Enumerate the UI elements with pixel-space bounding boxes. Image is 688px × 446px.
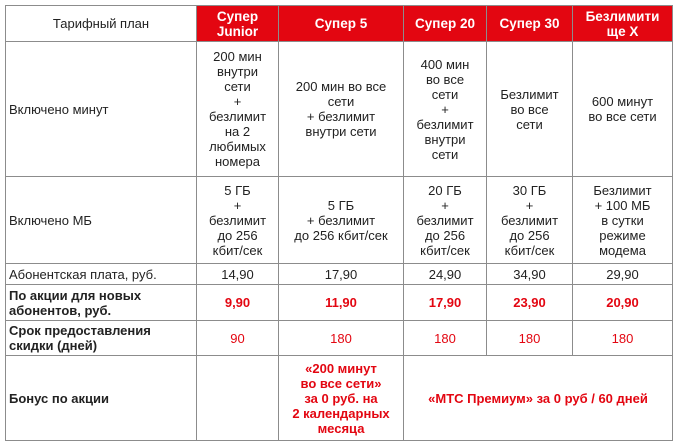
minutes-super-5: 200 мин во все сети + безлимит внутри сети xyxy=(279,42,404,177)
plan-super-junior-header: Супер Junior xyxy=(197,6,279,42)
minutes-row xyxy=(6,42,673,177)
fee-super-5: 17,90 xyxy=(279,264,404,285)
discount-term-super-5: 180 xyxy=(279,321,404,356)
discount-term-label: Срок предоставления скидки (дней) xyxy=(6,321,197,356)
bonus-mts-premium: «МТС Премиум» за 0 руб / 60 дней xyxy=(404,356,673,441)
discount-term-super-30: 180 xyxy=(487,321,573,356)
plan-super-30-header: Супер 30 xyxy=(487,6,573,42)
plan-bezlimitische-x-header: Безлимити ще X xyxy=(573,6,673,42)
plan-super-20-header: Супер 20 xyxy=(404,6,487,42)
promo-super-30: 23,90 xyxy=(487,285,573,321)
promo-super-5: 11,90 xyxy=(279,285,404,321)
mb-super-5: 5 ГБ + безлимит до 256 кбит/сек xyxy=(279,177,404,264)
minutes-super-junior: 200 мин внутри сети + безлимит на 2 любимых номера xyxy=(197,42,279,177)
promo-super-20: 17,90 xyxy=(404,285,487,321)
plan-super-5-header: Супер 5 xyxy=(279,6,404,42)
fee-label: Абонентская плата, руб. xyxy=(6,264,197,285)
fee-super-20: 24,90 xyxy=(404,264,487,285)
mb-super-20: 20 ГБ + безлимит до 256 кбит/сек xyxy=(404,177,487,264)
discount-term-super-20: 180 xyxy=(404,321,487,356)
mb-row xyxy=(6,177,673,264)
tariff-comparison-table xyxy=(5,5,673,441)
bonus-super-5: «200 минут во все сети» за 0 руб. на 2 календарных месяца xyxy=(279,356,404,441)
mb-super-30: 30 ГБ + безлимит до 256 кбит/сек xyxy=(487,177,573,264)
minutes-label: Включено минут xyxy=(6,42,197,177)
discount-term-bezlimitische-x: 180 xyxy=(573,321,673,356)
fee-bezlimitische-x: 29,90 xyxy=(573,264,673,285)
mb-super-junior: 5 ГБ + безлимит до 256 кбит/сек xyxy=(197,177,279,264)
bonus-row xyxy=(6,356,673,441)
tariff-plan-header: Тарифный план xyxy=(6,6,197,42)
fee-row xyxy=(6,264,673,285)
promo-bezlimitische-x: 20,90 xyxy=(573,285,673,321)
fee-super-30: 34,90 xyxy=(487,264,573,285)
promo-label: По акции для новых абонентов, руб. xyxy=(6,285,197,321)
bonus-label: Бонус по акции xyxy=(6,356,197,441)
mb-label: Включено МБ xyxy=(6,177,197,264)
promo-super-junior: 9,90 xyxy=(197,285,279,321)
fee-super-junior: 14,90 xyxy=(197,264,279,285)
minutes-bezlimitische-x: 600 минут во все сети xyxy=(573,42,673,177)
discount-term-super-junior: 90 xyxy=(197,321,279,356)
mb-bezlimitische-x: Безлимит + 100 МБ в сутки режиме модема xyxy=(573,177,673,264)
minutes-super-20: 400 мин во все сети + безлимит внутри сети xyxy=(404,42,487,177)
discount-term-row xyxy=(6,321,673,356)
tariff-table-wrapper xyxy=(5,5,673,441)
minutes-super-30: Безлимит во все сети xyxy=(487,42,573,177)
bonus-super-junior xyxy=(197,356,279,441)
promo-row xyxy=(6,285,673,321)
header-row xyxy=(6,6,673,42)
